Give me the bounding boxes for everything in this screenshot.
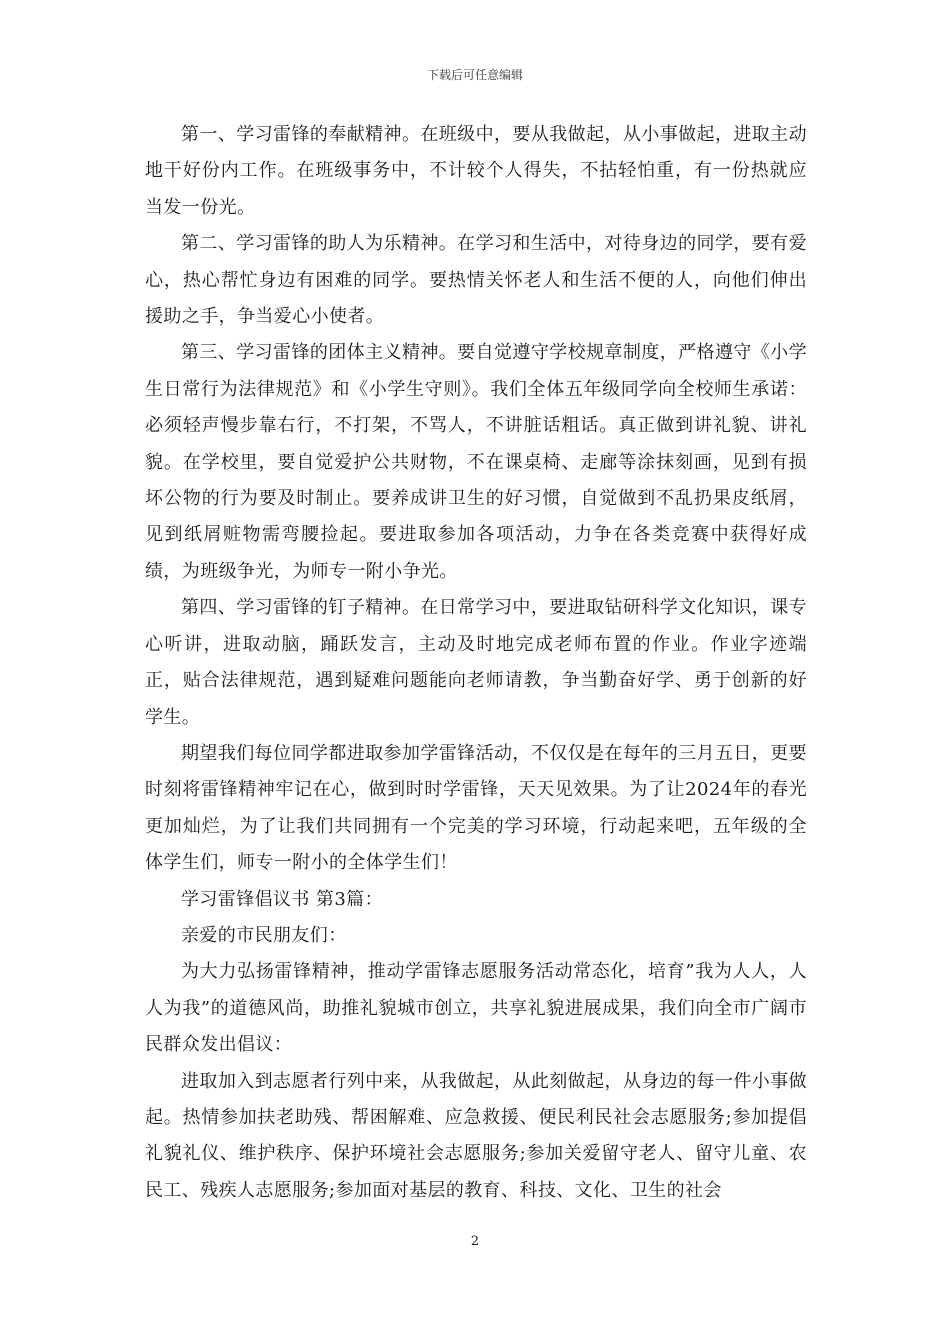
paragraph-collectivism: 第三、学习雷锋的团体主义精神。要自觉遵守学校规章制度，严格遵守《小学生日常行为法律规范》和《小学生守则》。我们全体五年级同学向全校师生承诺：必须轻声慢步靠右行，不打架，不骂人，不讲脏话粗话。真正做到讲礼貌、讲礼貌。在学校里，要自觉爱护公共财物，不在课桌椅、走廊等涂抹刻画，见到有损坏公物的行为要及时制止。要养成讲卫生的好习惯，自觉做到不乱扔果皮纸屑，见到纸屑赃物需弯腰捡起。要进取参加各项活动，力争在各类竞赛中获得好成绩，为班级争光，为师专一附小争光。 — [145, 342, 807, 582]
document-body — [145, 117, 807, 1209]
paragraph-proposal-intro: 为大力弘扬雷锋精神，推动学雷锋志愿服务活动常态化，培育”我为人人，人人为我”的道德风尚，助推礼貌城市创立，共享礼貌进展成果，我们向全市广阔市民群众发出倡议： — [145, 961, 807, 1056]
paragraph-helping-others: 第二、学习雷锋的助人为乐精神。在学习和生活中，对待身边的同学，要有爱心，热心帮忙身边有困难的同学。要热情关怀老人和生活不便的人，向他们伸出援助之手，争当爱心小使者。 — [145, 233, 807, 328]
salutation: 亲爱的市民朋友们： — [181, 924, 347, 946]
page-header: 下载后可任意编辑 — [426, 68, 523, 82]
section-heading-3: 学习雷锋倡议书 第3篇： — [181, 888, 383, 910]
paragraph-dedication: 第一、学习雷锋的奉献精神。在班级中，要从我做起，从小事做起，进取主动地干好份内工作。在班级事务中，不计较个人得失，不拈轻怕重，有一份热就应当发一份光。 — [145, 124, 807, 218]
paragraph-nail-spirit: 第四、学习雷锋的钉子精神。在日常学习中，要进取钻研科学文化知识，课专心听讲，进取动脑，踊跃发言，主动及时地完成老师布置的作业。作业字迹端正，贴合法律规范，遇到疑难问题能向老师请教，争当勤奋好学、勇于创新的好学生。 — [145, 597, 807, 728]
page-number: 2 — [470, 1234, 480, 1249]
paragraph-volunteer: 进取加入到志愿者行列中来，从我做起，从此刻做起，从身边的每一件小事做起。热情参加扶老助残、帮困解难、应急救援、便民利民社会志愿服务;参加提倡礼貌礼仪、维护秩序、保护环境社会志愿服务;参加关爱留守老人、留守儿童、农民工、残疾人志愿服务;参加面对基层的教育、科技、文化、卫生的社会 — [145, 1070, 807, 1201]
paragraph-expectation: 期望我们每位同学都进取参加学雷锋活动，不仅仅是在每年的三月五日，更要时刻将雷锋精神牢记在心，做到时时学雷锋，天天见效果。为了让2024年的春光更加灿烂，为了让我们共同拥有一个完美的学习环境，行动起来吧，五年级的全体学生们，师专一附小的全体学生们！ — [145, 742, 807, 874]
